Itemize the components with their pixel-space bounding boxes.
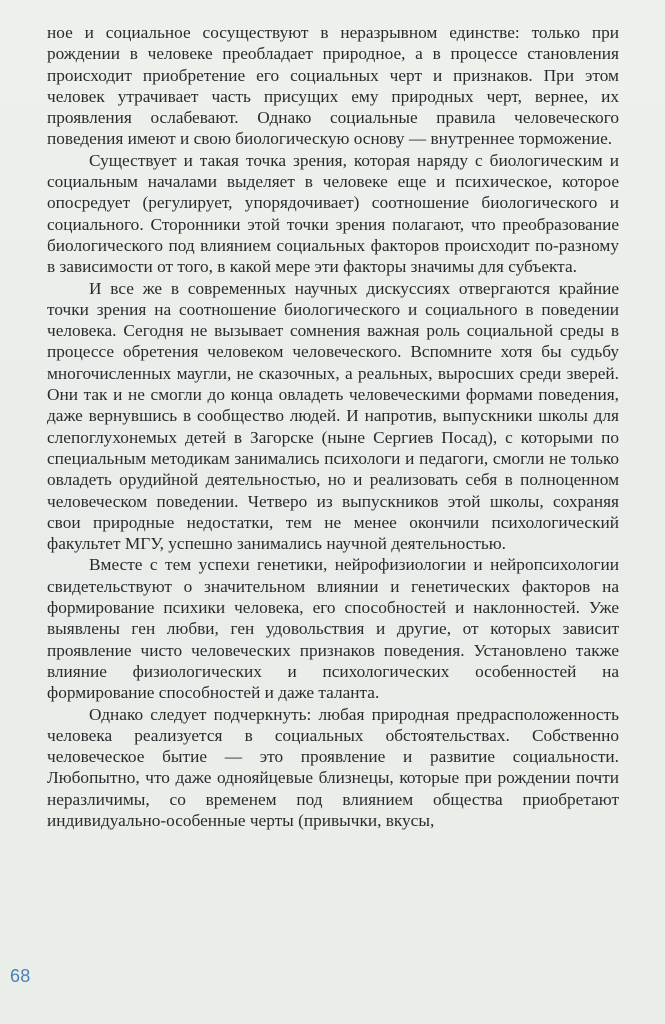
paragraph-continuation: ное и социальное сосуществуют в неразрывном единстве: только при рождении в человеке преобладает природное, а в процессе становления происходит приобретение его социальных черт и признаков. При этом человек утрачивает часть присущих ему природных черт, вернее, их проявления ослабевают. Однако социальные правила человеческого поведения имеют и свою биологическую основу — внутреннее торможение. bbox=[47, 23, 619, 149]
paragraph-psychic-viewpoint: Существует и такая точка зрения, которая наряду с биологическим и социальным началами выделяет в человеке еще и психическое, которое опосредует (регулирует, упорядочивает) соотношение биологического и социального. Сторонники этой точки зрения полагают, что преобразование биологического под влиянием социальных факторов происходит по-разному в зависимости от того, в какой мере эти факторы значимы для субъекта. bbox=[47, 150, 619, 277]
paragraph-social-circumstances: Однако следует подчеркнуть: любая природная предрасположенность человека реализуется в социальных обстоятельствах. Собственно человеческое бытие — это проявление и развитие социальности. Любопытно, что даже однояйцевые близнецы, которые при рождении почти неразличимы, со временем под влиянием общества приобретают индивидуально-особенные черты (привычки, вкусы, bbox=[47, 704, 619, 830]
paragraph-social-environment: И все же в современных научных дискуссиях отвергаются крайние точки зрения на соотношение биологического и социального в поведении человека. Сегодня не вызывает сомнения важная роль социальной среды в процессе обретения человеком человеческого. Вспомните хотя бы судьбу многочисленных маугли, не сказочных, а реальных, выросших среди зверей. Они так и не смогли до конца овладеть человеческими формами поведения, даже вернувшись в сообщество людей. И напротив, выпускники школы для слепоглухонемых детей в Загорске (ныне Сергиев Посад), с которыми по специальным методикам занимались психологи и педагоги, смогли не только овладеть орудийной деятельностью, но и реализовать себя в полноценном человеческом поведении. Четверо из выпускников этой школы, сохраняя свои природные недостатки, тем не менее окончили психологический факультет МГУ, успешно занимались научной деятельностью. bbox=[47, 278, 619, 554]
paragraph-genetics: Вместе с тем успехи генетики, нейрофизиологии и нейропсихологии свидетельствуют о значительном влиянии и генетических факторов на формирование психики человека, его способностей и наклонностей. Уже выявлены ген любви, ген удовольствия и другие, от которых зависит проявление чисто человеческих признаков поведения. Установлено также влияние физиологических и психологических особенностей на формирование способностей и даже таланта. bbox=[47, 555, 619, 703]
body-text bbox=[47, 22, 619, 831]
page-number: 68 bbox=[10, 966, 31, 986]
